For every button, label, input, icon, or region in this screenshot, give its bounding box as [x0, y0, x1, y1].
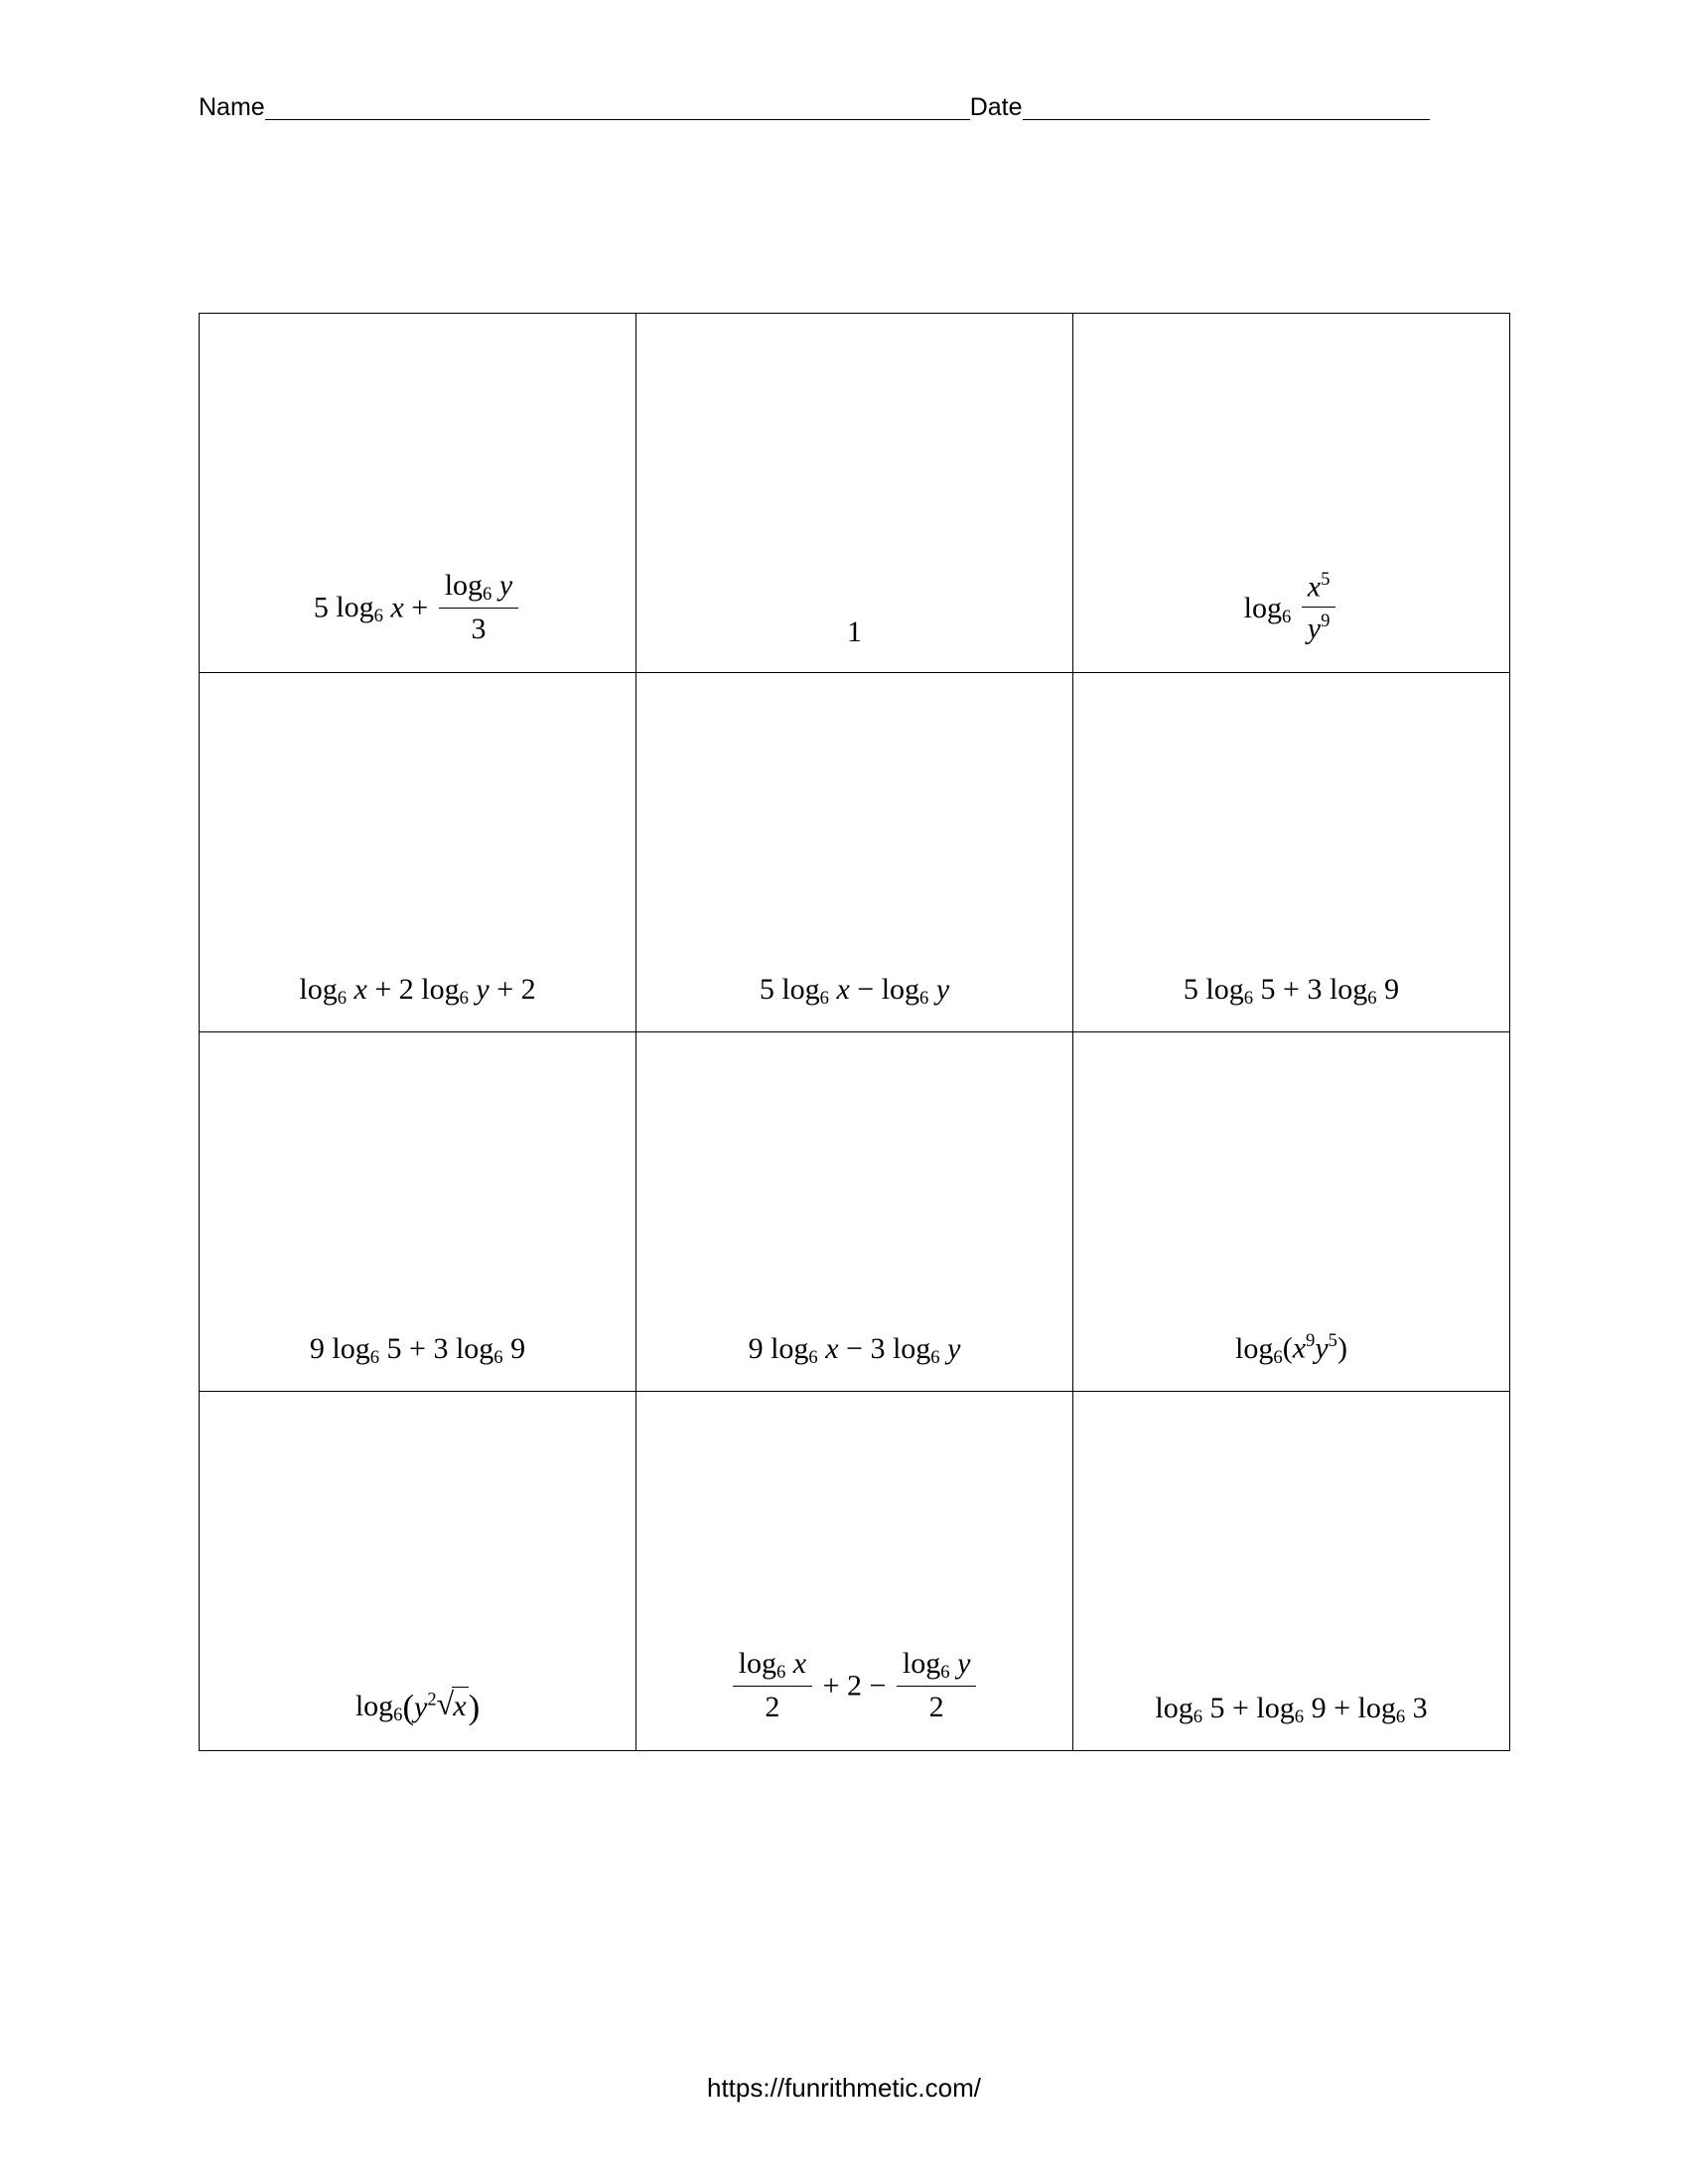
card-cell-r1c3[interactable]	[1073, 314, 1510, 673]
card-cell-r3c2[interactable]	[636, 1032, 1073, 1392]
name-label: Name	[199, 93, 265, 121]
expression-r1c1: 5 $\log_6 x$ + $\frac{\log_6 y}{3}$	[314, 570, 521, 650]
worksheet-header	[199, 95, 1489, 122]
expression-r1c3: $\log_6$ $\frac{x^5}{y^9}$	[1244, 571, 1339, 650]
expression-r2c3: 5 $\log_6 5 + 3$ $\log_6 9$	[1183, 972, 1400, 1009]
name-input-line[interactable]	[265, 99, 970, 120]
expression-r1c2: 1	[847, 614, 862, 648]
table-row	[200, 314, 1510, 673]
expression-r3c3: $\log_6(x^9y^5)$	[1235, 1330, 1347, 1368]
card-cell-r2c1[interactable]	[200, 673, 636, 1032]
table-row	[200, 1392, 1510, 1751]
table-row	[200, 1032, 1510, 1392]
card-cell-r2c3[interactable]	[1073, 673, 1510, 1032]
expression-r4c3: $\log_6 5 + \log_6 9 + \log_6 3$	[1155, 1691, 1428, 1727]
card-cell-r4c1[interactable]	[200, 1392, 636, 1751]
card-cell-r3c3[interactable]	[1073, 1032, 1510, 1392]
expression-r2c1: $\log_6 x + 2$ $\log_6 y + 2$	[299, 972, 536, 1009]
date-input-line[interactable]	[1023, 99, 1430, 120]
expression-r3c2: 9 $\log_6 x - 3$ $\log_6 y$	[748, 1331, 961, 1368]
expression-r4c2: $\frac{\log_6 x}{2}$ + 2 − $\frac{\log_6 y}{2}$	[730, 1648, 980, 1728]
expression-r2c2: 5 $\log_6 x - \log_6 y$	[759, 972, 950, 1009]
expression-r3c1: 9 $\log_6 5 + 3$ $\log_6 9$	[309, 1331, 526, 1368]
card-cell-r1c1[interactable]	[200, 314, 636, 673]
card-cell-r1c2[interactable]	[636, 314, 1073, 673]
expression-r4c1: $\log_6(y^2$ √ x)	[355, 1686, 480, 1728]
footer-url[interactable]: https://funrithmetic.com/	[707, 2073, 981, 2103]
date-label: Date	[969, 93, 1023, 121]
card-grid	[199, 313, 1510, 1751]
table-row	[200, 673, 1510, 1032]
card-cell-r2c2[interactable]	[636, 673, 1073, 1032]
card-cell-r4c3[interactable]	[1073, 1392, 1510, 1751]
card-cell-r3c1[interactable]	[200, 1032, 636, 1392]
card-cell-r4c2[interactable]	[636, 1392, 1073, 1751]
